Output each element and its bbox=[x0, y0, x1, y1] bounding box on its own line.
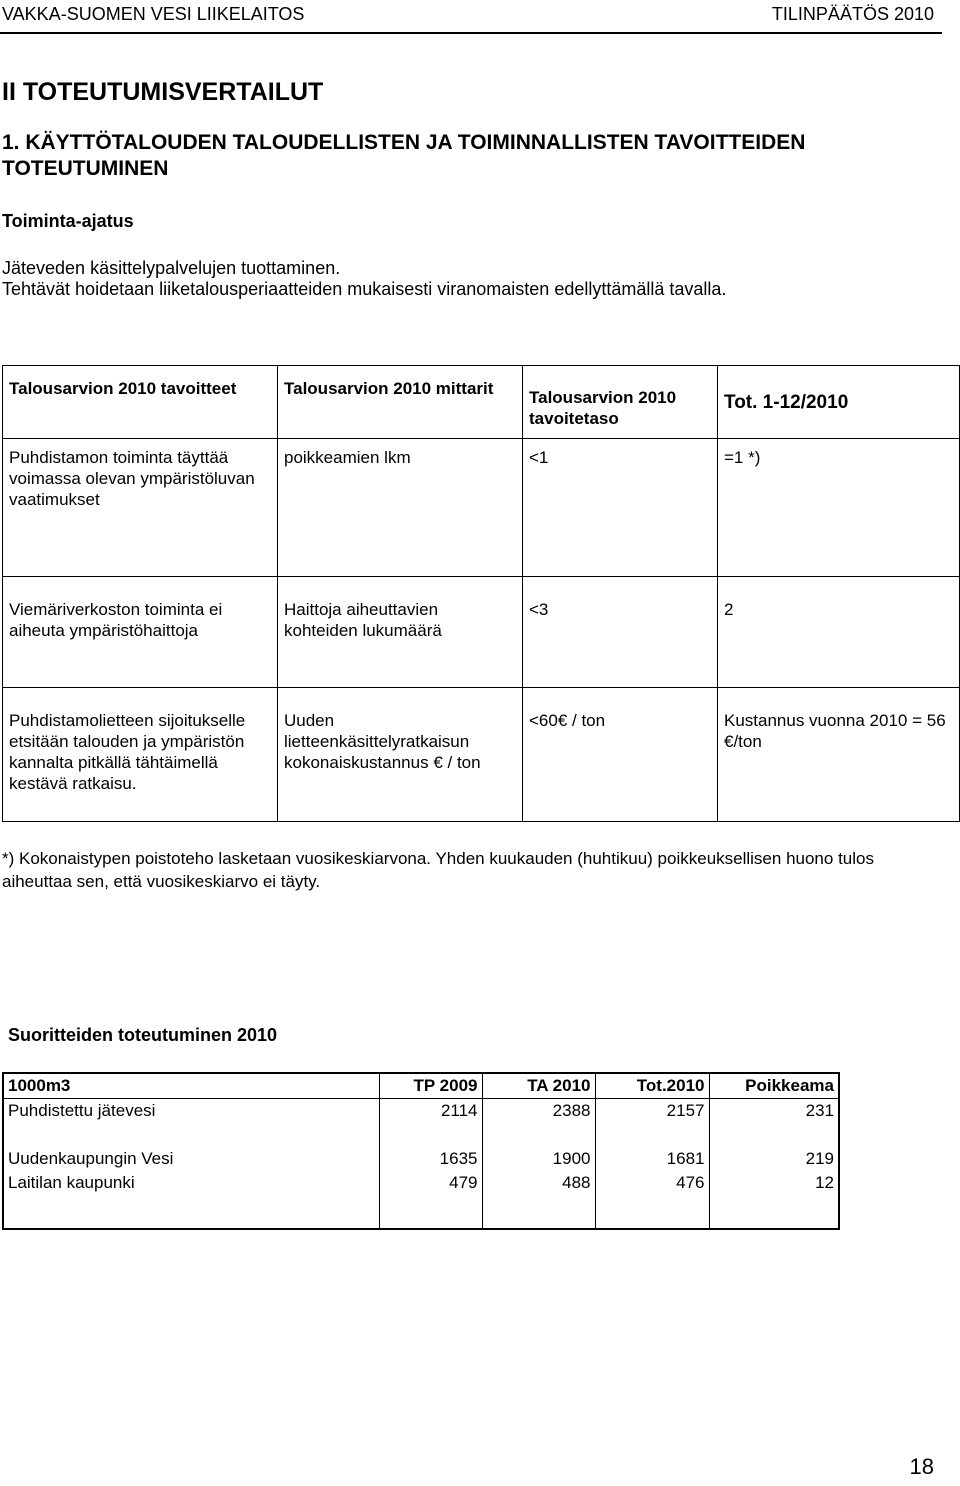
cell-deviation: 231 bbox=[805, 1101, 834, 1120]
cell-tp2009: 1635 bbox=[379, 1147, 482, 1171]
row-label: Laitilan kaupunki bbox=[3, 1171, 379, 1195]
goal-cell: Puhdistamon toiminta täyttää voimassa olevan ympäristöluvan vaatimukset bbox=[3, 439, 278, 577]
col-header-ta2010: TA 2010 bbox=[482, 1073, 595, 1099]
header-metrics: Talousarvion 2010 mittarit bbox=[278, 366, 523, 439]
col-header-deviation: Poikkeama bbox=[709, 1073, 839, 1099]
table-row bbox=[3, 439, 960, 577]
section-title: II TOTEUTUMISVERTAILUT bbox=[2, 78, 324, 106]
actual-cell: =1 *) bbox=[718, 439, 960, 577]
cell-ta2010: 2388 bbox=[482, 1099, 595, 1124]
footnote: *) Kokonaistypen poistoteho lasketaan vuosikeskiarvona. Yhden kuukauden (huhtikuu) poikkeuksellisen huono tulos aiheuttaa sen, että vuosikeskiarvo ei täyty. bbox=[2, 849, 874, 891]
performance-table bbox=[2, 1072, 840, 1230]
header-divider bbox=[0, 32, 942, 34]
actual-cell: Kustannus vuonna 2010 = 56 €/ton bbox=[718, 688, 960, 822]
mission-heading: Toiminta-ajatus bbox=[2, 211, 134, 231]
cell-deviation: 219 bbox=[805, 1149, 834, 1168]
spacer-row bbox=[3, 1123, 839, 1147]
target-cell: <3 bbox=[523, 577, 718, 688]
cell-tp2009: 2114 bbox=[379, 1099, 482, 1124]
table-row bbox=[3, 577, 960, 688]
header-org-name: VAKKA-SUOMEN VESI LIIKELAITOS bbox=[2, 4, 305, 24]
goal-cell: Viemäriverkoston toiminta ei aiheuta ympäristöhaittoja bbox=[3, 577, 278, 688]
col-header-unit: 1000m3 bbox=[3, 1073, 379, 1099]
mission-text bbox=[2, 258, 726, 300]
cell-tp2009: 479 bbox=[379, 1171, 482, 1195]
row-label: Uudenkaupungin Vesi bbox=[3, 1147, 379, 1171]
subsection-title: 1. KÄYTTÖTALOUDEN TALOUDELLISTEN JA TOIMINNALLISTEN TAVOITTEIDEN TOTEUTUMINEN bbox=[2, 131, 806, 180]
table-row bbox=[3, 1099, 839, 1124]
cell-ta2010: 1900 bbox=[482, 1147, 595, 1171]
actual-cell: 2 bbox=[718, 577, 960, 688]
cell-ta2010: 488 bbox=[482, 1171, 595, 1195]
row-label: Puhdistettu jätevesi bbox=[3, 1099, 379, 1124]
header-target: Talousarvion 2010 tavoitetaso bbox=[523, 366, 718, 439]
cell-deviation: 12 bbox=[815, 1173, 834, 1192]
metric-cell: Uuden lietteenkäsittelyratkaisun kokonaiskustannus € / ton bbox=[278, 688, 523, 822]
header-goals: Talousarvion 2010 tavoitteet bbox=[3, 366, 278, 439]
metric-cell: poikkeamien lkm bbox=[278, 439, 523, 577]
goals-header-row bbox=[3, 366, 960, 439]
cell-tot2010: 2157 bbox=[595, 1099, 709, 1124]
goal-cell: Puhdistamolietteen sijoitukselle etsitään talouden ja ympäristön kannalta pitkällä tähtäimellä kestävä ratkaisu. bbox=[3, 688, 278, 822]
metric-cell: Haittoja aiheuttavien kohteiden lukumäärä bbox=[278, 577, 523, 688]
mission-line: Tehtävät hoidetaan liiketalousperiaatteiden mukaisesti viranomaisten edellyttämällä tavalla. bbox=[2, 279, 727, 299]
goals-table bbox=[2, 365, 960, 822]
spacer-row bbox=[3, 1195, 839, 1229]
table-row bbox=[3, 1171, 839, 1195]
table-row bbox=[3, 1147, 839, 1171]
performance-heading: Suoritteiden toteutuminen 2010 bbox=[8, 1025, 278, 1045]
mission-line: Jäteveden käsittelypalvelujen tuottaminen. bbox=[2, 258, 341, 278]
cell-tot2010: 1681 bbox=[595, 1147, 709, 1171]
target-cell: <1 bbox=[523, 439, 718, 577]
cell-tot2010: 476 bbox=[595, 1171, 709, 1195]
col-header-tp2009: TP 2009 bbox=[379, 1073, 482, 1099]
header-doc-title: TILINPÄÄTÖS 2010 bbox=[771, 4, 934, 24]
performance-header-row bbox=[3, 1073, 839, 1099]
page-number: 18 bbox=[909, 1454, 934, 1479]
target-cell: <60€ / ton bbox=[523, 688, 718, 822]
col-header-tot2010: Tot.2010 bbox=[595, 1073, 709, 1099]
header-actual: Tot. 1-12/2010 bbox=[718, 366, 960, 439]
table-row bbox=[3, 688, 960, 822]
